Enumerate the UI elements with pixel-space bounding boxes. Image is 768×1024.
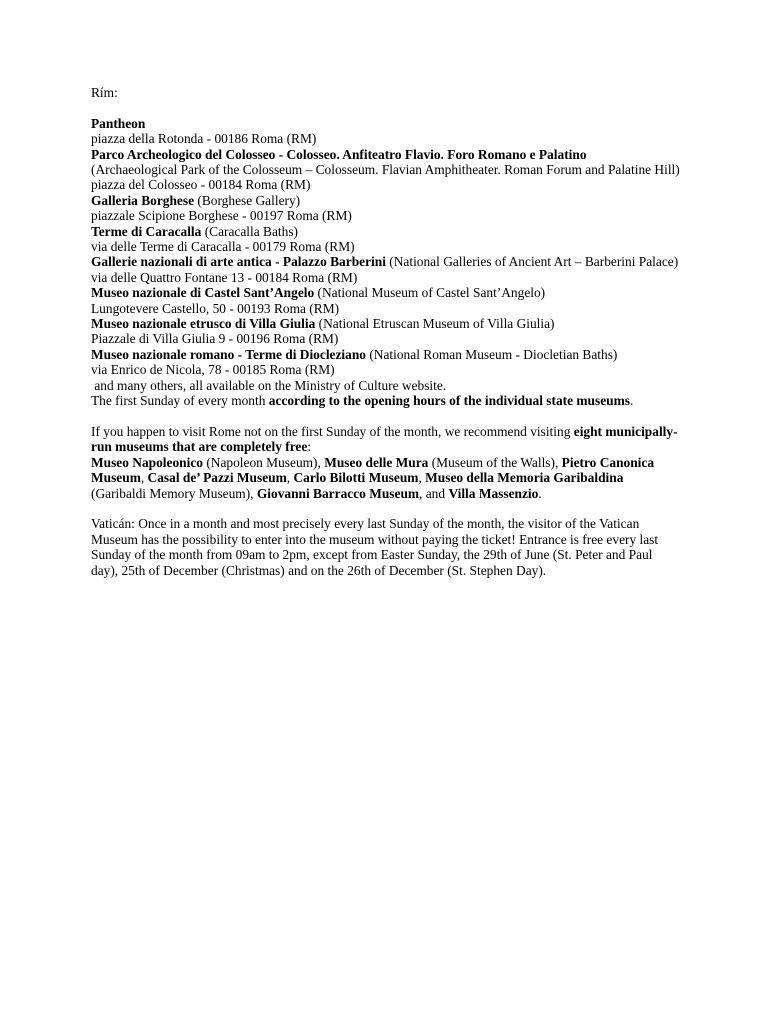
museum-name: Museo della Memoria Garibaldina <box>425 470 624 486</box>
site-address: piazza della Rotonda - 00186 Roma (RM) <box>91 131 317 147</box>
municipal-intro: If you happen to visit Rome not on the first Sunday of the month, we recommend visiting <box>91 423 574 439</box>
site-english-name: (Caracalla Baths) <box>204 223 299 239</box>
site-name: Galleria Borghese <box>91 192 195 208</box>
site-address: via delle Quattro Fontane 13 - 00184 Roma (RM) <box>91 269 358 285</box>
site-name: Museo nazionale di Castel Sant’Angelo <box>91 285 315 301</box>
museum-name: Museo delle Mura <box>324 454 429 470</box>
site-english-name: (National Galleries of Ancient Art – Barberini Palace) <box>389 254 679 270</box>
site-address: piazzale Scipione Borghese - 00197 Roma (RM) <box>91 208 352 224</box>
site-address: via delle Terme di Caracalla - 00179 Roma (RM) <box>91 239 355 255</box>
municipal-intro-bold: eight municipally-run museums that are completely free <box>91 423 678 455</box>
heading-rome: Rím: <box>91 85 118 100</box>
first-sunday-lead: The first Sunday of every month <box>91 393 269 409</box>
site-name: Museo nazionale romano - Terme di Diocleziano <box>91 346 366 362</box>
first-sunday-note <box>91 393 681 408</box>
separator: , <box>418 470 426 486</box>
site-entry <box>91 285 681 316</box>
document-page <box>91 85 681 578</box>
site-english-name: (National Roman Museum - Diocletian Baths) <box>369 346 618 362</box>
spacer <box>91 409 681 424</box>
museum-name: Casal de’ Pazzi Museum <box>147 470 287 486</box>
first-sunday-hours: according to the opening hours of the individual state museums <box>268 393 630 409</box>
museum-english-name: (Napoleon Museum), <box>202 454 325 470</box>
separator: , <box>140 470 148 486</box>
site-english-name: (Archaeological Park of the Colosseum – Colosseum. Flavian Amphitheater. Roman Forum and Palatine Hill) <box>91 162 680 178</box>
site-address: via Enrico de Nicola, 78 - 00185 Roma (RM) <box>91 362 335 378</box>
museum-english-name: (Museum of the Walls), <box>428 454 562 470</box>
museum-name: Giovanni Barracco Museum <box>256 485 420 501</box>
others-note: and many others, all available on the Ministry of Culture website. <box>91 377 447 393</box>
site-address: piazza del Colosseo - 00184 Roma (RM) <box>91 177 311 193</box>
site-name: Pantheon <box>91 115 146 131</box>
museum-name: Pietro Canonica Museum <box>91 454 655 486</box>
site-name: Parco Archeologico del Colosseo - Colosseo. Anfiteatro Flavio. Foro Romano e Palatino <box>91 146 587 162</box>
municipal-intro-tail: : <box>307 439 312 455</box>
period: . <box>538 485 542 501</box>
spacer <box>91 100 681 115</box>
site-english-name: (National Museum of Castel Sant’Angelo) <box>317 285 546 301</box>
separator: , <box>286 470 294 486</box>
site-entry <box>91 347 681 378</box>
spacer <box>91 501 681 516</box>
site-entry <box>91 254 681 285</box>
vatican-paragraph: Vaticán: Once in a month and most precisely every last Sunday of the month, the visitor of the Vatican Museum has the possibility to enter into the museum without paying the ticket! Entrance is free every last Sunday of the month from 09am to 2pm, except from Easter Sunday, the 29th of June (St. Peter and Paul day), 25th of December (Christmas) and on the 26th of December (St. Stephen Day). <box>91 516 659 578</box>
museum-name: Carlo Bilotti Museum <box>293 470 419 486</box>
municipal-museums-paragraph <box>91 424 681 501</box>
site-english-name: (National Etruscan Museum of Villa Giulia) <box>318 316 555 332</box>
site-name: Museo nazionale etrusco di Villa Giulia <box>91 316 316 332</box>
museum-name: Museo Napoleonico <box>91 454 203 470</box>
site-entry <box>91 316 681 347</box>
site-name: Gallerie nazionali di arte antica - Palazzo Barberini <box>91 254 386 270</box>
site-address: Piazzale di Villa Giulia 9 - 00196 Roma (RM) <box>91 331 339 347</box>
site-english-name: (Borghese Gallery) <box>197 192 301 208</box>
site-address: Lungotevere Castello, 50 - 00193 Roma (RM) <box>91 300 340 316</box>
museum-english-name: (Garibaldi Memory Museum), <box>91 470 627 501</box>
museum-name: Villa Massenzio <box>448 485 539 501</box>
site-entry <box>91 147 681 193</box>
first-sunday-tail: . <box>629 393 634 409</box>
site-name: Terme di Caracalla <box>91 223 202 239</box>
site-entry <box>91 116 681 147</box>
separator: , and <box>419 485 449 501</box>
site-entry <box>91 224 681 255</box>
site-entry <box>91 193 681 224</box>
